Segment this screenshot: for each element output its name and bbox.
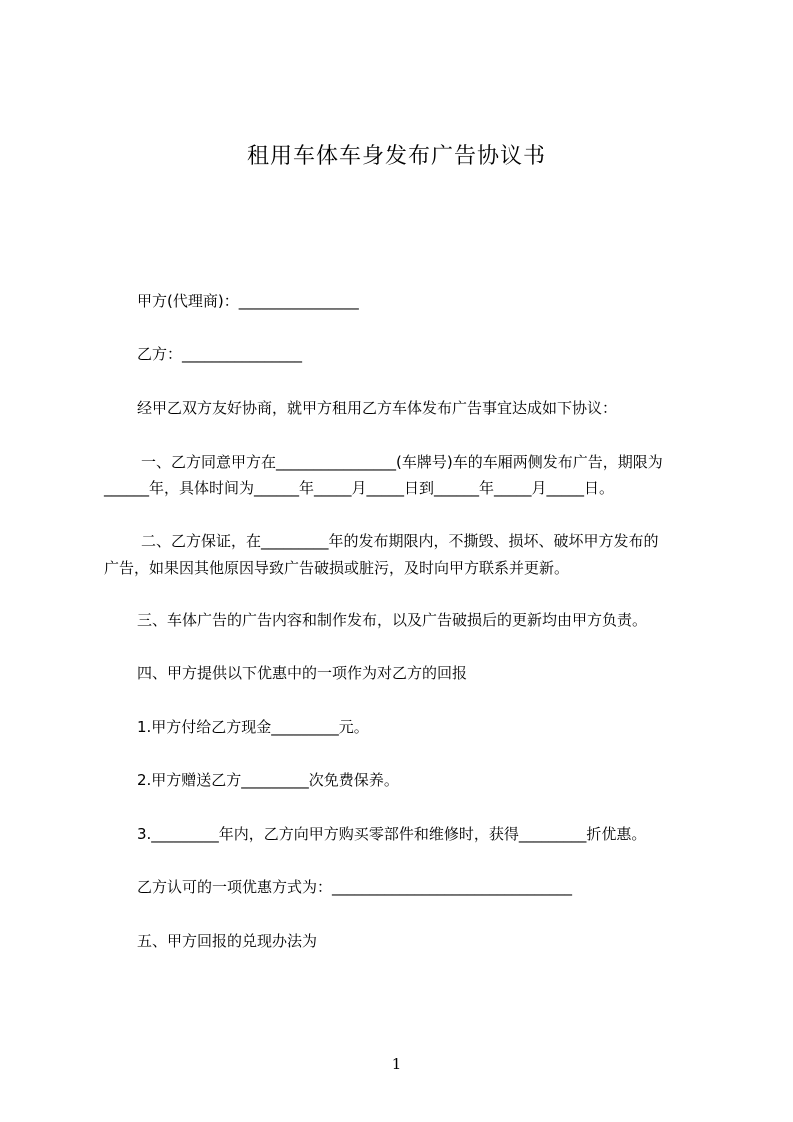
clause-2-line-2: 广告，如果因其他原因导致广告破损或脏污，及时向甲方联系并更新。 <box>104 559 570 577</box>
preamble: 经甲乙双方友好协商，就甲方租用乙方车体发布广告事宜达成如下协议： <box>137 399 618 417</box>
clause-3: 三、车体广告的广告内容和制作发布，以及广告破损后的更新均由甲方负责。 <box>137 611 648 629</box>
option-2: 2.甲方赠送乙方_________次免费保养。 <box>137 771 399 789</box>
page-number: 1 <box>391 1055 402 1073</box>
option-1: 1.甲方付给乙方现金_________元。 <box>137 718 369 736</box>
clause-2-line-1: 二、乙方保证，在_________年的发布期限内，不撕毁、损坏、破坏甲方发布的 <box>141 532 659 550</box>
document-title: 租用车体车身发布广告协议书 <box>246 144 546 169</box>
clause-1-line-1: 一、乙方同意甲方在________________(车牌号)车的车厢两侧发布广告，期限为 <box>141 453 663 471</box>
clause-5: 五、甲方回报的兑现办法为 <box>137 932 318 950</box>
accepted-option-line: 乙方认可的一项优惠方式为：________________________________ <box>137 878 573 896</box>
party-a-line: 甲方(代理商)：________________ <box>137 292 359 310</box>
clause-1-line-2: ______年，具体时间为______年_____月_____日到______年_____月_____日。 <box>104 479 615 497</box>
clause-4: 四、甲方提供以下优惠中的一项作为对乙方的回报 <box>137 664 468 682</box>
option-3: 3._________年内，乙方向甲方购买零部件和维修时，获得_________折优惠。 <box>137 825 647 843</box>
party-b-line: 乙方：________________ <box>137 345 303 363</box>
